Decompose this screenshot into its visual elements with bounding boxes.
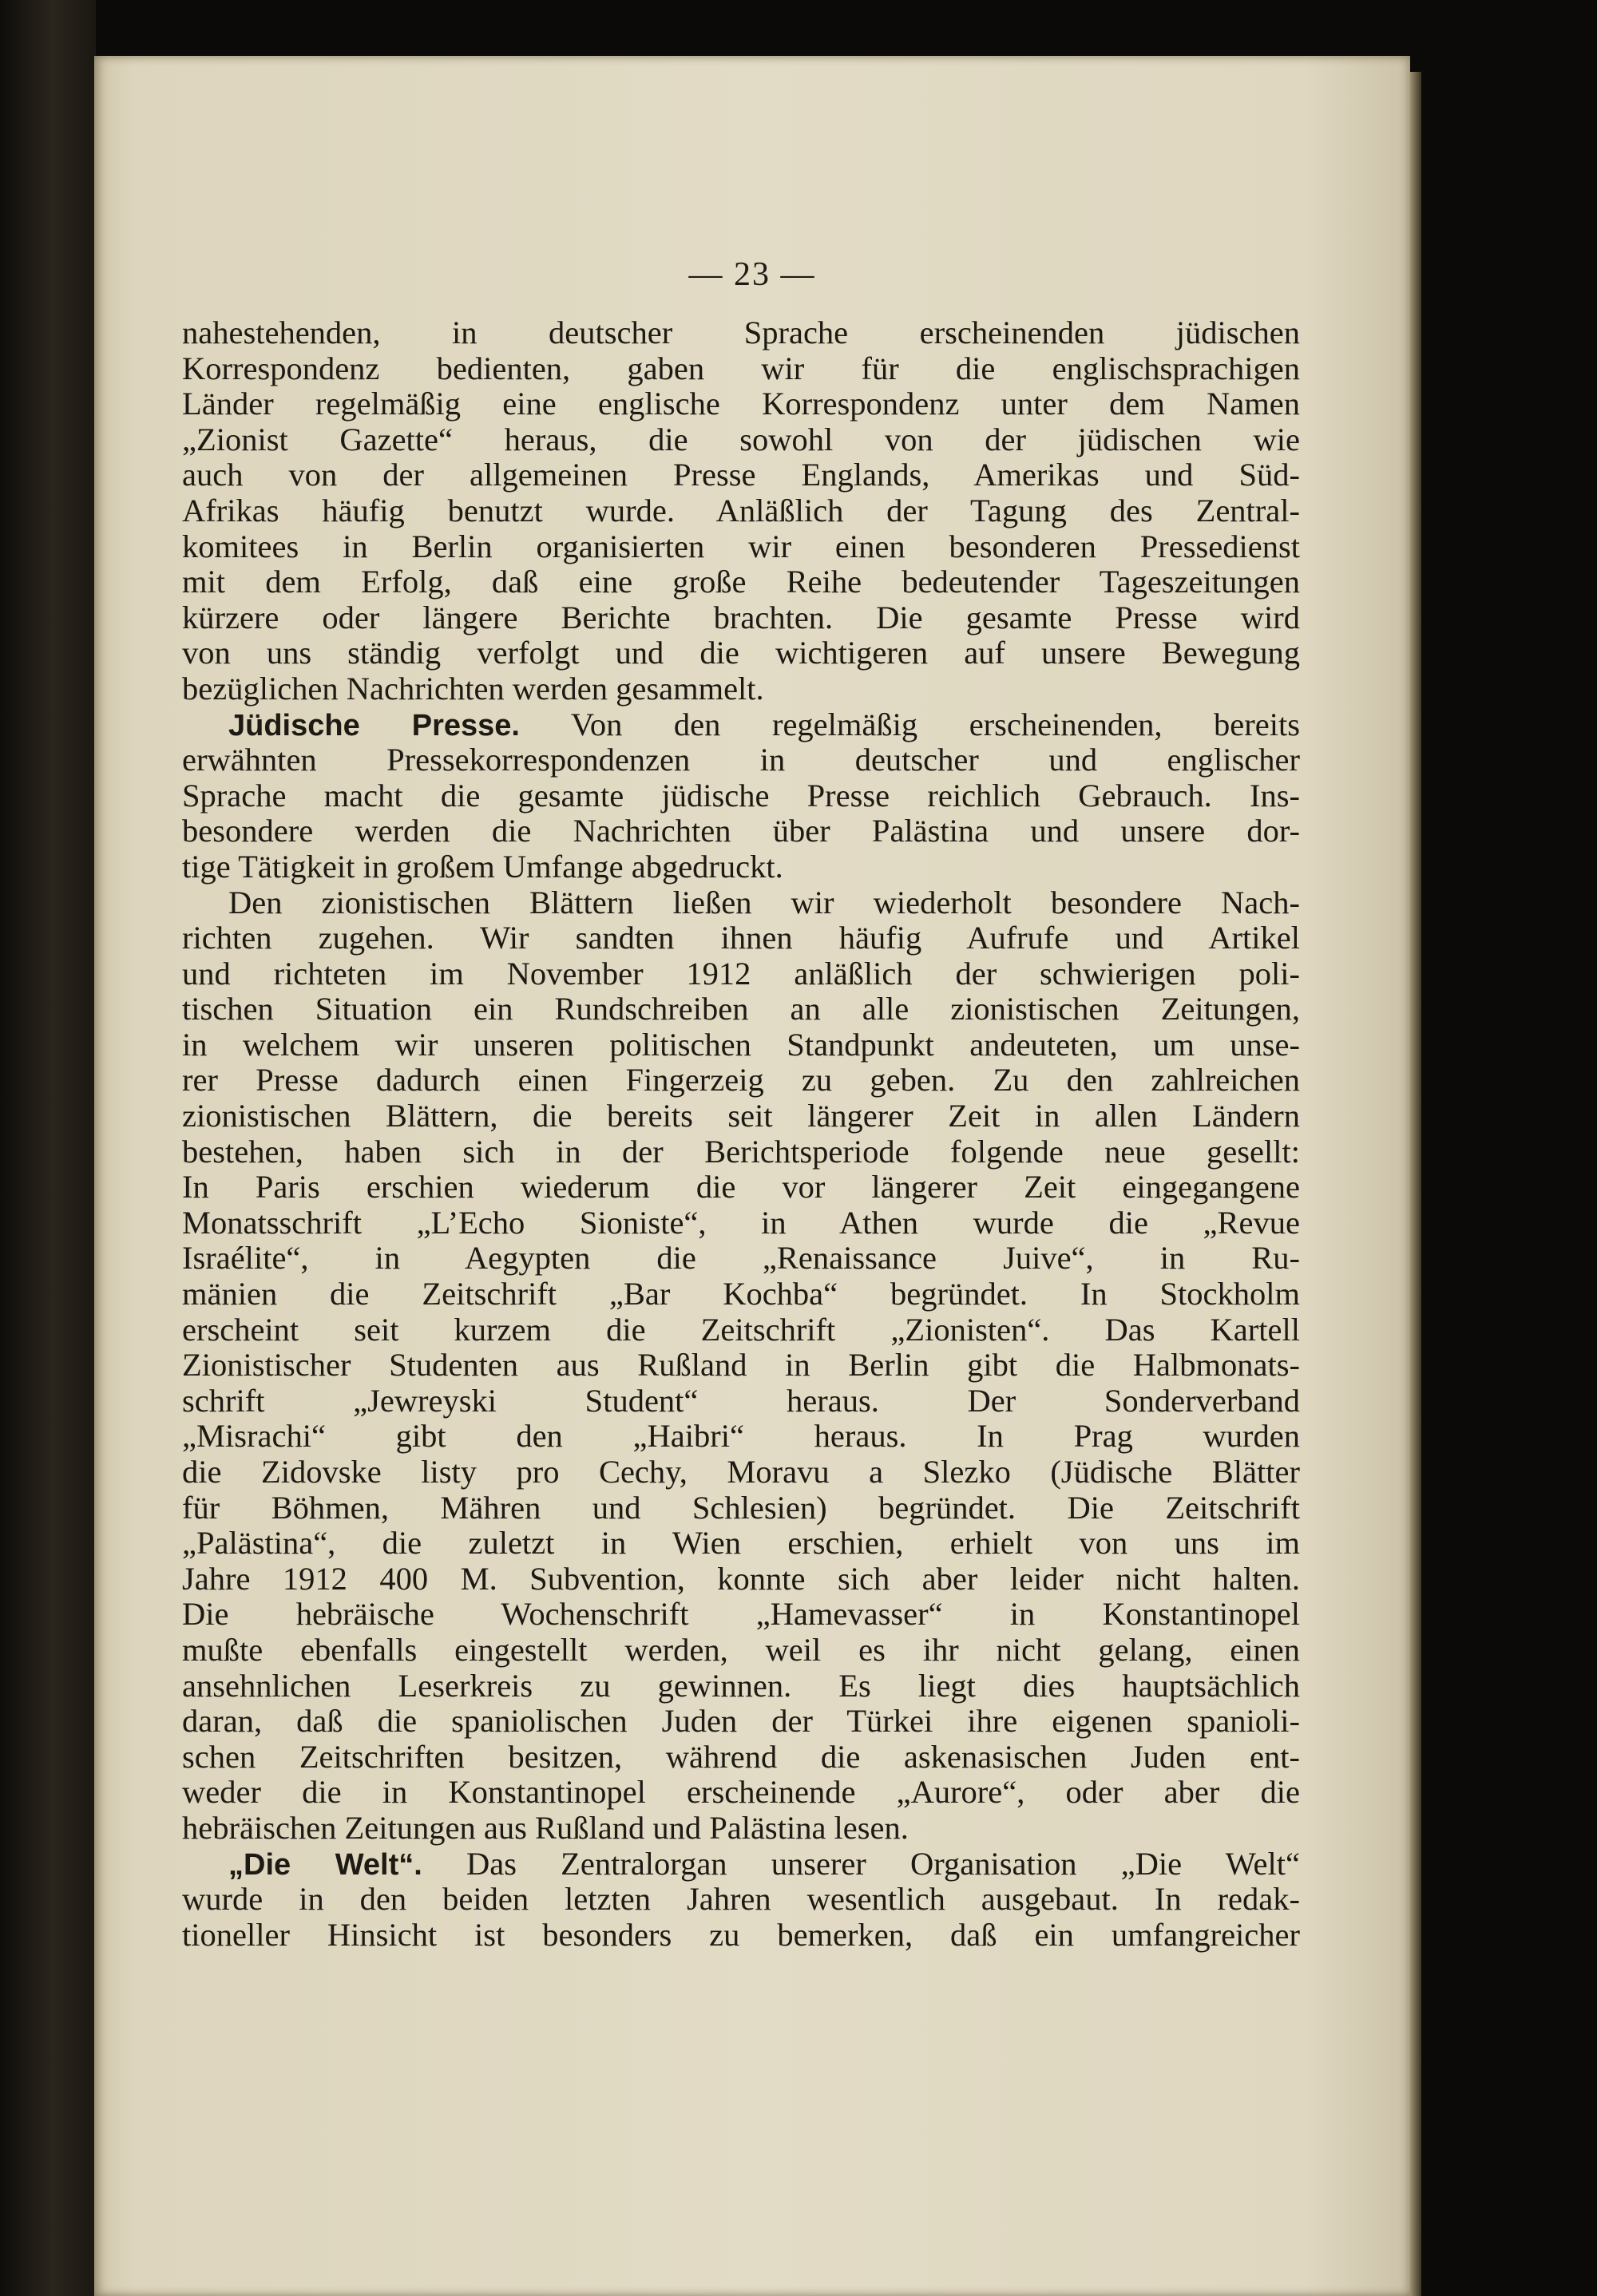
text-line: Sprache macht die gesamte jüdische Presse reichlich Gebrauch. Ins- — [182, 777, 1300, 813]
text-line: für Böhmen, Mähren und Schlesien) begründet. Die Zeitschrift — [182, 1489, 1300, 1526]
text-line: „Palästina“, die zuletzt in Wien erschien, erhielt von uns im — [182, 1525, 1300, 1562]
text-line: Die hebräische Wochenschrift „Hamevasser“ in Konstantinopel — [182, 1596, 1300, 1633]
text-line: schrift „Jewreyski Student“ heraus. Der Sonderverband — [182, 1382, 1300, 1419]
section-heading-die-welt: „Die Welt“. — [228, 1847, 422, 1882]
text-line: Länder regelmäßig eine englische Korrespondenz unter dem Namen — [182, 386, 1300, 422]
text-line: Afrikas häufig benutzt wurde. Anläßlich der Tagung des Zentral- — [182, 492, 1300, 528]
text-line: ansehnlichen Leserkreis zu gewinnen. Es liegt dies hauptsächlich — [182, 1667, 1300, 1704]
text-line: die Zidovske listy pro Cechy, Moravu a Slezko (Jüdische Blätter — [182, 1454, 1300, 1490]
text-line: Jahre 1912 400 M. Subvention, konnte sich aber leider nicht halten. — [182, 1560, 1300, 1597]
text-line: daran, daß die spaniolischen Juden der Türkei ihre eigenen spanioli- — [182, 1703, 1300, 1740]
text-line: rer Presse dadurch einen Fingerzeig zu geben. Zu den zahlreichen — [182, 1062, 1300, 1099]
text-line: komitees in Berlin organisierten wir einen besonderen Pressedienst — [182, 528, 1300, 564]
text-line: In Paris erschien wiederum die vor längerer Zeit eingegangene — [182, 1169, 1300, 1205]
text-line: tischen Situation ein Rundschreiben an alle zionistischen Zeitungen, — [182, 991, 1300, 1027]
text-line: nahestehenden, in deutscher Sprache erscheinenden jüdischen — [182, 315, 1300, 350]
text-line: Den zionistischen Blättern ließen wir wiederholt besondere Nach- — [228, 884, 1300, 920]
text-line: auch von der allgemeinen Presse Englands, Amerikas und Süd- — [182, 457, 1300, 493]
section-paragraph-juedische-presse — [182, 707, 1300, 743]
text-line: erwähnten Pressekorrespondenzen in deutscher und englischer — [182, 742, 1300, 778]
text-line: besondere werden die Nachrichten über Palästina und unsere dor- — [182, 813, 1300, 849]
text-line: zionistischen Blättern, die bereits seit längerer Zeit in allen Ländern — [182, 1098, 1300, 1134]
text-line: von uns ständig verfolgt und die wichtigeren auf unsere Bewegung — [182, 635, 1300, 671]
page-edge — [1410, 72, 1421, 2296]
text-line: weder die in Konstantinopel erscheinende „Aurore“, oder aber die — [182, 1774, 1300, 1811]
text-line: „Zionist Gazette“ heraus, die sowohl von der jüdischen wie — [182, 421, 1300, 457]
text-line: wurde in den beiden letzten Jahren wesentlich ausgebaut. In redak- — [182, 1881, 1300, 1918]
text-line: kürzere oder längere Berichte brachten. Die gesamte Presse wird — [182, 599, 1300, 635]
section-heading-juedische-presse: Jüdische Presse. — [228, 708, 520, 742]
text-line: richten zugehen. Wir sandten ihnen häufig Aufrufe und Artikel — [182, 920, 1300, 956]
text-line: in welchem wir unseren politischen Standpunkt andeuteten, um unse- — [182, 1026, 1300, 1063]
text-line: mit dem Erfolg, daß eine große Reihe bedeutender Tageszeitungen — [182, 564, 1300, 600]
text-line: schen Zeitschriften besitzen, während die askenasischen Juden ent- — [182, 1738, 1300, 1775]
text-line: tige Tätigkeit in großem Umfange abgedruckt. — [182, 848, 783, 885]
text-line: Korrespondenz bedienten, gaben wir für die englischsprachigen — [182, 350, 1300, 386]
text-line: tioneller Hinsicht ist besonders zu bemerken, daß ein umfangreicher — [182, 1916, 1300, 1953]
text-line: mänien die Zeitschrift „Bar Kochba“ begründet. In Stockholm — [182, 1276, 1300, 1312]
text-line: bezüglichen Nachrichten werden gesammelt. — [182, 670, 764, 707]
text-line: Das Zentralorgan unserer Organisation „Die Welt“ — [466, 1845, 1301, 1882]
text-line: Monatsschrift „L’Echo Sioniste“, in Athen wurde die „Revue — [182, 1204, 1300, 1241]
section-paragraph-die-welt — [182, 1847, 1300, 1882]
text-line: Zionistischer Studenten aus Rußland in Berlin gibt die Halbmonats- — [182, 1347, 1300, 1384]
text-line: Israélite“, in Aegypten die „Renaissance Juive“, in Ru- — [182, 1240, 1300, 1277]
text-line: Von den regelmäßig erscheinenden, bereits — [570, 706, 1300, 742]
text-line: „Misrachi“ gibt den „Haibri“ heraus. In Prag wurden — [182, 1418, 1300, 1455]
text-line: erscheint seit kurzem die Zeitschrift „Zionisten“. Das Kartell — [182, 1311, 1300, 1348]
page-body — [182, 315, 1300, 1953]
text-line: und richteten im November 1912 anläßlich der schwierigen poli- — [182, 955, 1300, 992]
book-gutter — [0, 0, 96, 2296]
text-line: hebräischen Zeitungen aus Rußland und Palästina lesen. — [182, 1809, 909, 1846]
text-line: mußte ebenfalls eingestellt werden, weil es ihr nicht gelang, einen — [182, 1631, 1300, 1668]
page-number: — 23 — — [688, 256, 816, 293]
book-page — [94, 56, 1410, 2296]
text-line: bestehen, haben sich in der Berichtsperiode folgende neue gesellt: — [182, 1133, 1300, 1170]
